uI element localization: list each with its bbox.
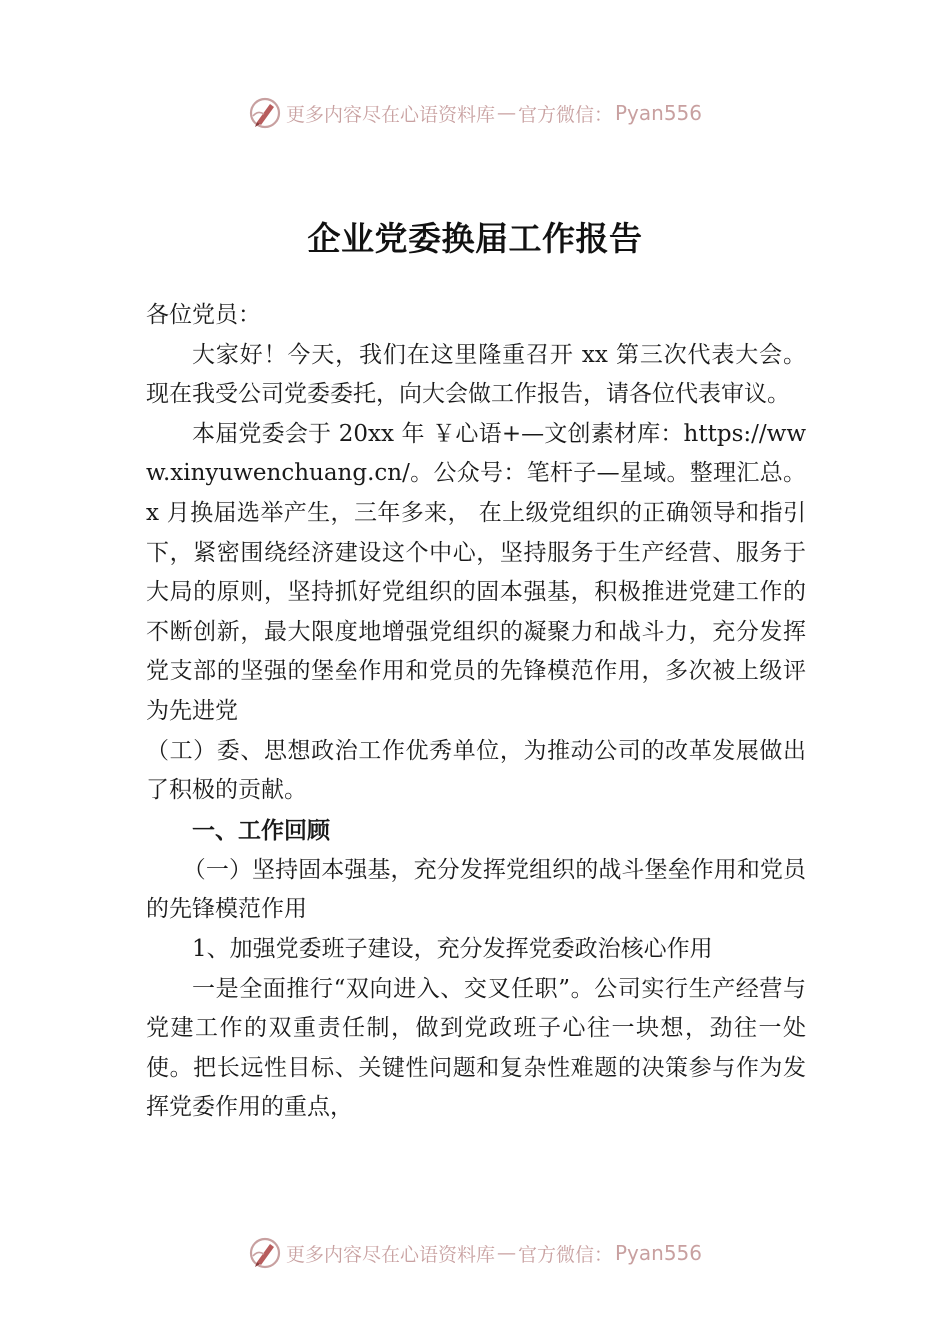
banner-account: Pyan556: [615, 101, 703, 125]
document-title: 企业党委换届工作报告: [307, 219, 643, 258]
banner-separator: —: [496, 1242, 516, 1264]
banner-label: 官方微信：: [517, 1243, 613, 1266]
paragraph-overview-continued: （工）委、思想政治工作优秀单位，为推动公司的改革发展做出了积极的贡献。: [146, 737, 806, 804]
paragraph-greeting: 大家好！今天，我们在这里隆重召开 xx 第三次代表大会。现在我受公司党委委托，向大会做工作报告，请各位代表审议。: [146, 341, 806, 408]
banner-label: 官方微信：: [517, 103, 613, 126]
section-heading: 一、工作回顾: [192, 817, 330, 844]
item-paragraph: 一是全面推行“双向进入、交叉任职”。公司实行生产经营与党建工作的双重责任制，做到党政班子心往一块想，劲往一处使。把长远性目标、关键性问题和复杂性难题的决策参与作为发挥党委作用的重点，: [146, 975, 806, 1121]
banner-separator: —: [496, 102, 516, 124]
footer-watermark-banner: [0, 1235, 950, 1271]
item-heading: 1、加强党委班子建设，充分发挥党委政治核心作用: [192, 935, 713, 962]
salutation: 各位党员：: [146, 302, 261, 328]
pen-logo-icon: [248, 1236, 282, 1270]
paragraph-overview: 本届党委会于 20xx 年 ￥心语+—文创素材库：https://www.xinyuwenchuang.cn/。公众号：笔杆子—星域。整理汇总。x 月换届选举产生，三年多来， 在上级党组织的正确领导和指引下，紧密围绕经济建设这个中心，坚持服务于生产经营、服务于大局的原则，坚持抓好党组织的固本强基，积极推进党建工作的不断创新，最大限度地增强党组织的凝聚力和战斗力，充分发挥党支部的坚强的堡垒作用和党员的先锋模范作用，多次被上级评为先进党: [146, 420, 806, 724]
banner-account: Pyan556: [615, 1241, 703, 1265]
subsection-heading: （一）坚持固本强基，充分发挥党组织的战斗堡垒作用和党员的先锋模范作用: [146, 856, 806, 923]
document-body: [146, 296, 806, 1128]
banner-text: 更多内容尽在心语资料库: [285, 103, 495, 126]
banner-text: 更多内容尽在心语资料库: [285, 1243, 495, 1266]
pen-logo-icon: [248, 96, 282, 130]
header-watermark-banner: [0, 95, 950, 131]
